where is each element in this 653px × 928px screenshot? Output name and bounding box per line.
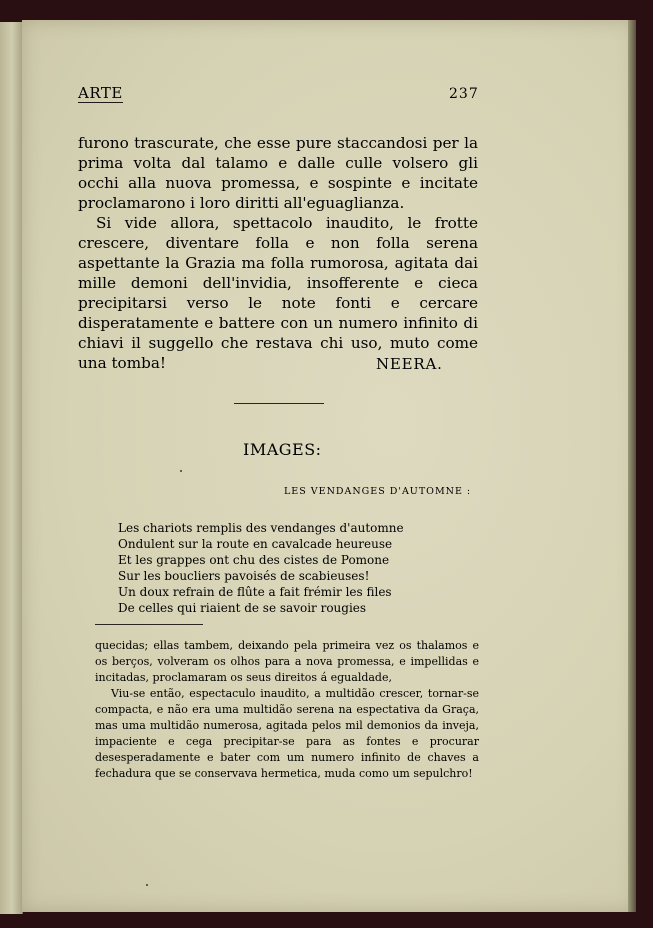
poem-line: Et les grappes ont chu des cistes de Pomone [118,553,390,567]
section-title: IMAGES: [243,440,322,459]
page-edge-shadow [628,20,636,912]
running-header-section: ARTE [78,84,123,102]
section-divider [234,403,324,404]
poem-line: De celles qui riaient de se savoir rougies [118,601,367,615]
footnote-rule [95,624,203,625]
page-number: 237 [449,86,479,102]
main-paragraph: Si vide allora, spettacolo inaudito, le frotte crescere, diventare folla e non folla serena aspettante la Grazia ma folla rumorosa, agitata dai mille demoni dell'invidia, insofferente e cieca precipitarsi verso le note fonti e cercare disperatamente e battere con un numero infinito di chiavi il suggello che restava chi uso, muto come una tomba! [78,214,478,372]
main-italian-text [78,133,478,373]
previous-page-edge [0,22,23,914]
poem-line: Un doux refrain de flûte a fait frémir les files [118,585,392,599]
footnote-paragraph: Viu-se então, espectaculo inaudito, a multidão crescer, tornar-se compacta, e não era uma multidão serena na espectativa da Graça, mas uma multidão numerosa, agitada pelos mil demonios da inveja, impaciente e cega precipitar-se para as fontes e procurar desesperadamente e bater com um numero infinito de chaves a fechadura que se conservava hermetica, muda como um sepulchro! [95,687,479,780]
poem-line: Ondulent sur la route en cavalcade heureuse [118,537,393,551]
poem-block [118,520,418,616]
footnote-paragraph: quecidas; ellas tambem, deixando pela primeira vez os thalamos e os berços, volveram os olhos para a nova promessa, e impellidas e incitadas, proclamaram os seus direitos á egualdade, [95,639,479,684]
author-signature: NEERA. [376,355,443,373]
footnote-portuguese-text [95,638,479,782]
paper-speck [146,884,148,886]
poem-subtitle: LES VENDANGES D'AUTOMNE : [284,486,472,497]
paper-speck [180,470,182,472]
main-paragraph: furono trascurate, che esse pure staccandosi per la prima volta dal talamo e dalle culle volsero gli occhi alla nuova promessa, e sospinte e incitate proclamarono i loro diritti all'eguaglianza. [78,134,478,212]
poem-line: Sur les boucliers pavoisés de scabieuses! [118,569,370,583]
poem-line: Les chariots remplis des vendanges d'automne [118,521,404,535]
